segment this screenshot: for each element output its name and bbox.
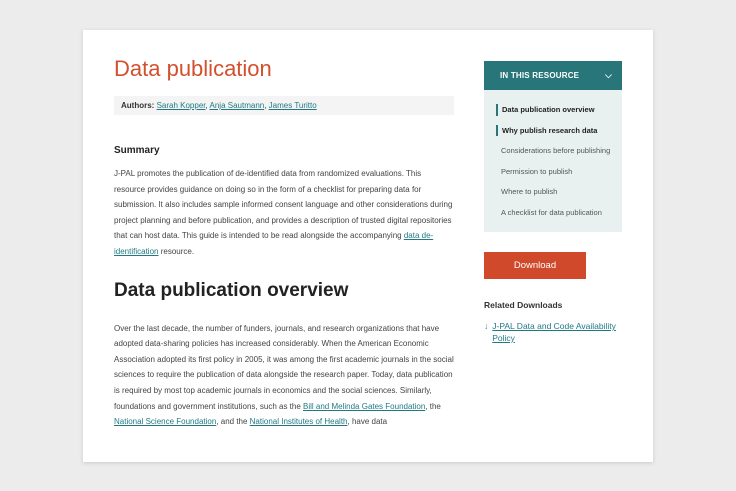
toc-item-considerations[interactable]: Considerations before publishing xyxy=(501,146,611,155)
summary-heading: Summary xyxy=(114,145,160,156)
related-download-link[interactable] xyxy=(484,320,622,344)
nih-link[interactable]: National Institutes of Health xyxy=(249,417,348,427)
overview-text: Over the last decade, the number of funders, journals, and research organizations that have adopted data-sharing policies has increased considerably. When the American Economic Association adopted its first policy in 2005, it was among the first academic journals in the social sciences to require the publication of data alongside the research paper. Today, data publication is required by most top academic journals in economics and the social sciences. Similarly, foundations and government institutions, such as the xyxy=(114,323,454,411)
download-button[interactable]: Download xyxy=(484,252,586,279)
chevron-down-icon[interactable]: ⌵ xyxy=(604,70,612,80)
related-link-label: J-PAL Data and Code Availability Policy xyxy=(492,321,616,343)
download-arrow-icon: ↓ xyxy=(484,321,489,331)
main-content xyxy=(114,56,454,430)
author-link[interactable]: James Turitto xyxy=(268,101,317,110)
content-card xyxy=(83,30,653,462)
overview-text: , the xyxy=(425,401,441,411)
section-heading: Data publication overview xyxy=(114,279,349,301)
data-deidentification-link[interactable]: data de-identification xyxy=(114,231,434,256)
overview-text: , and the xyxy=(216,417,250,427)
toc-header[interactable] xyxy=(484,61,622,90)
related-downloads-heading: Related Downloads xyxy=(484,300,563,310)
toc-item-overview[interactable]: Data publication overview xyxy=(496,104,612,116)
sidebar xyxy=(484,61,622,344)
nsf-link[interactable]: National Science Foundation xyxy=(114,417,217,427)
page-title: Data publication xyxy=(114,56,272,81)
overview-paragraph xyxy=(114,321,454,430)
toc-item-where[interactable]: Where to publish xyxy=(501,187,558,196)
toc-title: IN THIS RESOURCE xyxy=(500,71,580,80)
toc-item-permission[interactable]: Permission to publish xyxy=(501,166,573,176)
gates-foundation-link[interactable]: Bill and Melinda Gates Foundation xyxy=(303,401,426,411)
toc-item-checklist[interactable]: A checklist for data publication xyxy=(501,207,602,217)
author-link[interactable]: Anja Sautmann xyxy=(209,101,265,110)
summary-paragraph xyxy=(114,166,454,260)
authors-box: Authors: Sarah Kopper, Anja Sautmann, James Turitto xyxy=(114,96,454,115)
summary-text: J-PAL promotes the publication of de-identified data from randomized evaluations. This resource provides guidance on doing so in the form of a checklist for preparing data for submission. It also includes sample informed consent language and other considerations during project planning and before publication, and provides a description of trusted digital repositories that can host data. This guide is intended to be read alongside the accompanying xyxy=(114,169,453,241)
toc-list xyxy=(484,90,622,232)
summary-text-end: resource. xyxy=(158,246,195,256)
authors-label: Authors: xyxy=(121,101,155,110)
author-link[interactable]: Sarah Kopper xyxy=(156,101,206,110)
toc-item-why-publish[interactable]: Why publish research data xyxy=(496,125,612,137)
overview-text: , have data xyxy=(347,417,388,427)
